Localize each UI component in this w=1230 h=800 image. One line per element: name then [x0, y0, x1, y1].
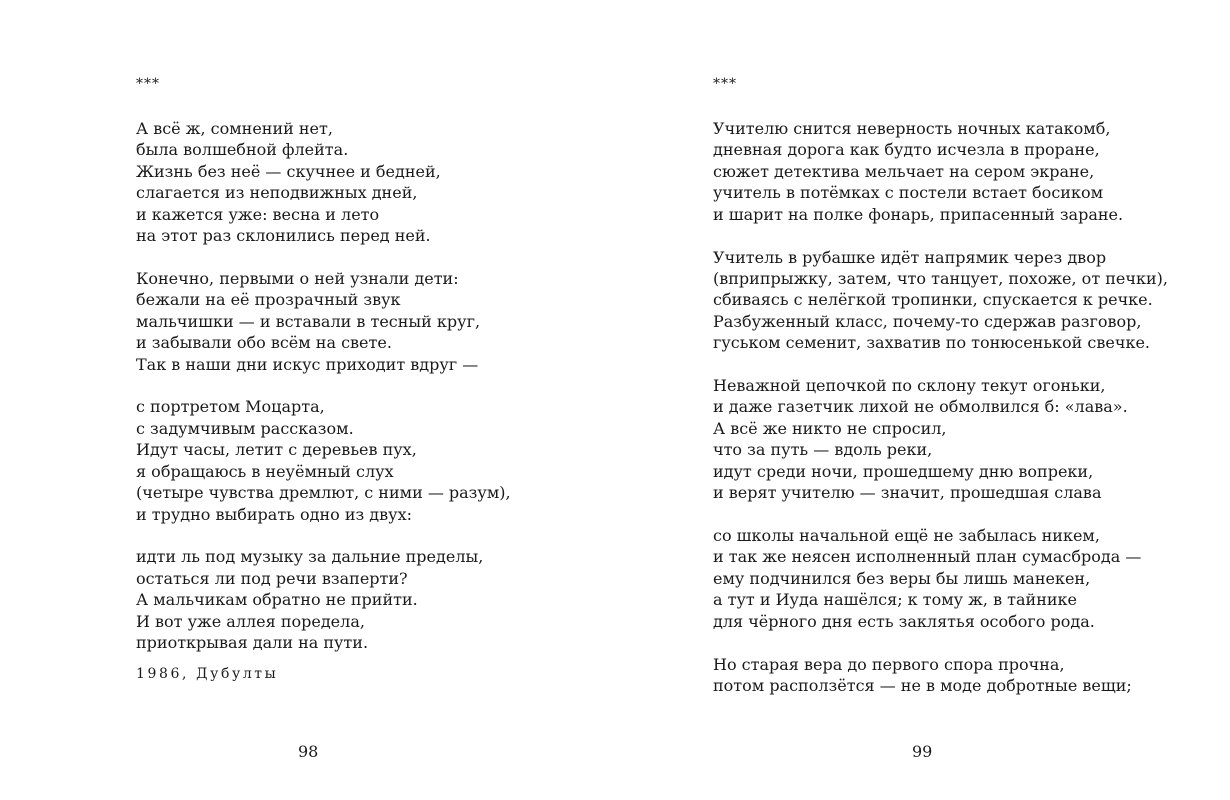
- stanza: [713, 375, 1173, 503]
- stanza: [136, 268, 576, 375]
- page-number: 99: [912, 742, 933, 761]
- stanza: [713, 247, 1173, 354]
- poem-line: Так в наши дни искус приходит вдруг —: [136, 354, 479, 374]
- poem-line: гуськом семенит, захватив по тонюсенькой свечке.: [713, 333, 1150, 353]
- poem-line: А всё же никто не спросил,: [713, 418, 947, 438]
- poem-line: идти ль под музыку за дальние пределы,: [136, 547, 484, 567]
- poem-line: и верят учителю — значит, прошедшая слава: [713, 483, 1102, 503]
- poem-line: идут среди ночи, прошедшему дню вопреки,: [713, 461, 1094, 481]
- poem-line: слагается из неподвижных дней,: [136, 183, 418, 203]
- poem-line: остаться ли под речи взаперти?: [136, 568, 408, 588]
- section-marker: ***: [713, 76, 737, 92]
- poem-line: А мальчикам обратно не прийти.: [136, 590, 418, 610]
- poem-line: дневная дорога как будто исчезла в проране,: [713, 140, 1100, 160]
- poem-line: бежали на её прозрачный звук: [136, 290, 401, 310]
- poem-line: сбиваясь с нелёгкой тропинки, спускается к речке.: [713, 290, 1153, 310]
- poem-line: со школы начальной ещё не забылась никем,: [713, 526, 1100, 545]
- poem-line: и забывали обо всём на свете.: [136, 333, 392, 353]
- section-marker: ***: [136, 76, 160, 92]
- poem-line: А всё ж, сомнений нет,: [136, 119, 333, 138]
- stanza: [136, 396, 576, 524]
- poem-line: для чёрного дня есть заклятья особого рода.: [713, 611, 1095, 631]
- poem-line: (вприпрыжку, затем, что танцует, похоже, от печки),: [713, 268, 1168, 288]
- poem-line: Но старая вера до первого спора прочна,: [713, 654, 1065, 674]
- poem-line: сюжет детектива мельчает на сером экране,: [713, 161, 1095, 181]
- poem-line: на этот раз склонились перед ней.: [136, 226, 431, 246]
- poem-line: Жизнь без неё — скучнее и бедней,: [136, 161, 441, 181]
- poem-line: была волшебной флейта.: [136, 140, 349, 160]
- poem-line: (четыре чувства дремлют, с ними — разум),: [136, 483, 511, 503]
- poem-line: с портретом Моцарта,: [136, 397, 325, 417]
- poem-line: что за путь — вдоль реки,: [713, 440, 933, 460]
- stanza: [136, 546, 576, 653]
- poem-line: а тут и Иуда нашёлся; к тому ж, в тайнике: [713, 590, 1078, 610]
- poem-line: Разбуженный класс, почему-то сдержав разговор,: [713, 311, 1142, 331]
- poem-line: И вот уже аллея поредела,: [136, 611, 365, 631]
- poem-line: ему подчинился без веры бы лишь манекен,: [713, 568, 1091, 588]
- stanza: [713, 654, 1173, 697]
- poem-line: и даже газетчик лихой не обмолвился б: «лава».: [713, 397, 1128, 417]
- page-number: 98: [298, 742, 319, 761]
- poem-line: Учитель в рубашке идёт напрямик через двор: [713, 247, 1107, 267]
- stanza: [136, 118, 576, 246]
- right-page: [615, 0, 1230, 800]
- poem-line: Неважной цепочкой по склону текут огоньки,: [713, 376, 1106, 396]
- poem-line: учитель в потёмках с постели встает босиком: [713, 183, 1104, 203]
- date-place-signature: 1986, Дубулты: [136, 665, 279, 682]
- poem-line: и так же неясен исполненный план сумасброда —: [713, 547, 1142, 567]
- poem-text: [136, 118, 576, 683]
- poem-text: [713, 118, 1173, 718]
- poem-line: с задумчивым рассказом.: [136, 418, 354, 438]
- poem-line: Учителю снится неверность ночных катакомб,: [713, 119, 1111, 138]
- poem-line: потом расползётся — не в моде добротные вещи;: [713, 675, 1132, 695]
- stanza: [713, 118, 1173, 225]
- stanza: [713, 525, 1173, 632]
- poem-line: и шарит на полке фонарь, припасенный заране.: [713, 204, 1124, 224]
- poem-line: и трудно выбирать одно из двух:: [136, 504, 412, 524]
- poem-line: Конечно, первыми о ней узнали дети:: [136, 268, 459, 288]
- poem-line: и кажется уже: весна и лето: [136, 204, 380, 224]
- poem-line: приоткрывая дали на пути.: [136, 633, 369, 653]
- poem-line: мальчишки — и вставали в тесный круг,: [136, 311, 481, 331]
- poem-line: я обращаюсь в неуёмный слух: [136, 461, 394, 481]
- poem-line: Идут часы, летит с деревьев пух,: [136, 440, 417, 460]
